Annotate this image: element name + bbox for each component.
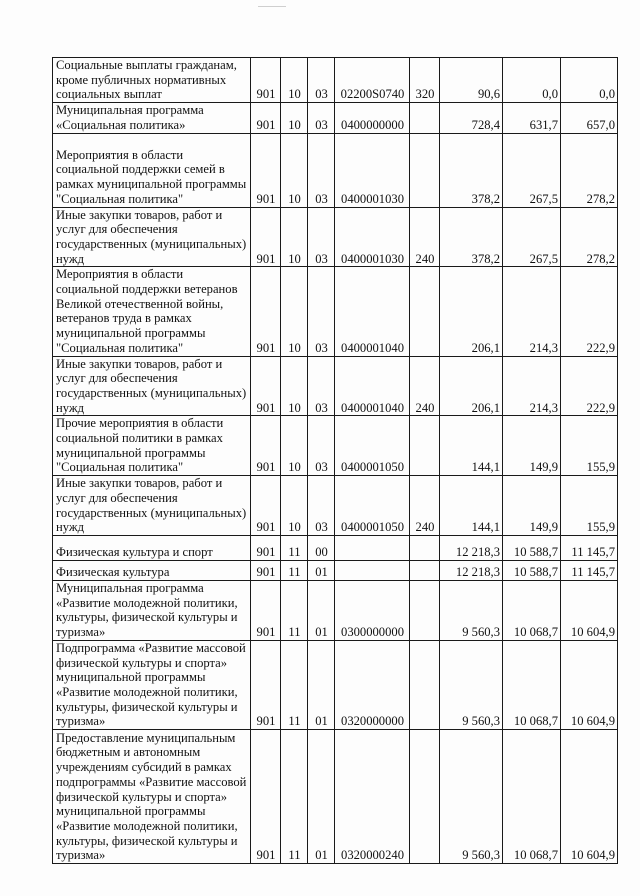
row-amount-year-1: 206,1: [440, 267, 503, 356]
row-name: Иные закупки товаров, работ и услуг для обеспечения государственных (муниципальных) нужд: [53, 207, 251, 267]
row-amount-year-3: 278,2: [561, 133, 618, 207]
row-expense-type-code: [410, 267, 440, 356]
row-target-article-code: 0400001050: [335, 476, 410, 536]
table-row: [53, 535, 618, 560]
row-subsection-code: 01: [308, 640, 335, 729]
table-row: [53, 476, 618, 536]
row-ved-code: 901: [251, 416, 281, 476]
row-target-article-code: 0400001030: [335, 133, 410, 207]
row-amount-year-1: 9 560,3: [440, 640, 503, 729]
row-section-code: 11: [281, 730, 308, 864]
row-amount-year-3: 0,0: [561, 58, 618, 103]
table-row: [53, 580, 618, 640]
table-row: [53, 730, 618, 864]
row-target-article-code: 0300000000: [335, 580, 410, 640]
table-row: [53, 133, 618, 207]
row-amount-year-3: 155,9: [561, 416, 618, 476]
row-subsection-code: 01: [308, 560, 335, 580]
row-subsection-code: 01: [308, 580, 335, 640]
row-section-code: 10: [281, 58, 308, 103]
row-section-code: 11: [281, 640, 308, 729]
row-amount-year-3: 11 145,7: [561, 535, 618, 560]
row-amount-year-2: 10 068,7: [503, 640, 561, 729]
row-ved-code: 901: [251, 267, 281, 356]
row-amount-year-2: 10 068,7: [503, 730, 561, 864]
row-name: Подпрограмма «Развитие массовой физической культуры и спорта» муниципальной программы «Развитие молодежной политики, культуры, физической культуры и туризма»: [53, 640, 251, 729]
row-expense-type-code: 240: [410, 207, 440, 267]
row-amount-year-3: 10 604,9: [561, 730, 618, 864]
row-target-article-code: [335, 535, 410, 560]
row-amount-year-1: 12 218,3: [440, 535, 503, 560]
table-row: [53, 640, 618, 729]
row-target-article-code: 02200S0740: [335, 58, 410, 103]
row-amount-year-1: 9 560,3: [440, 730, 503, 864]
table-row: [53, 103, 618, 133]
row-amount-year-1: 9 560,3: [440, 580, 503, 640]
row-section-code: 11: [281, 535, 308, 560]
row-amount-year-1: 144,1: [440, 476, 503, 536]
row-name: Муниципальная программа «Развитие молодежной политики, культуры, физической культуры и туризма»: [53, 580, 251, 640]
row-ved-code: 901: [251, 133, 281, 207]
row-amount-year-2: 10 068,7: [503, 580, 561, 640]
row-target-article-code: [335, 560, 410, 580]
row-name: Мероприятия в области социальной поддержки семей в рамках муниципальной программы "Социальная политика": [53, 133, 251, 207]
row-expense-type-code: [410, 640, 440, 729]
row-amount-year-1: 12 218,3: [440, 560, 503, 580]
row-section-code: 10: [281, 476, 308, 536]
table-row: [53, 416, 618, 476]
row-subsection-code: 03: [308, 267, 335, 356]
row-name: Физическая культура: [53, 560, 251, 580]
row-amount-year-3: 155,9: [561, 476, 618, 536]
row-ved-code: 901: [251, 476, 281, 536]
row-expense-type-code: [410, 730, 440, 864]
row-subsection-code: 03: [308, 476, 335, 536]
row-target-article-code: 0400001050: [335, 416, 410, 476]
table-row: [53, 58, 618, 103]
row-name: Физическая культура и спорт: [53, 535, 251, 560]
row-expense-type-code: 240: [410, 356, 440, 416]
row-amount-year-3: 657,0: [561, 103, 618, 133]
row-name: Мероприятия в области социальной поддержки ветеранов Великой отечественной войны, ветеранов труда в рамках муниципальной программы "Социальная политика": [53, 267, 251, 356]
row-amount-year-2: 267,5: [503, 207, 561, 267]
table-row: [53, 560, 618, 580]
table-row: [53, 207, 618, 267]
row-expense-type-code: [410, 535, 440, 560]
row-section-code: 10: [281, 103, 308, 133]
row-target-article-code: 0400000000: [335, 103, 410, 133]
row-amount-year-3: 11 145,7: [561, 560, 618, 580]
row-name: Предоставление муниципальным бюджетным и автономным учреждениям субсидий в рамках подпрограммы «Развитие массовой физической культуры и спорта» муниципальной программы «Развитие молодежной политики, культуры, физической культуры и туризма»: [53, 730, 251, 864]
row-amount-year-1: 144,1: [440, 416, 503, 476]
budget-table: [52, 57, 618, 864]
row-ved-code: 901: [251, 356, 281, 416]
row-amount-year-3: 222,9: [561, 267, 618, 356]
row-subsection-code: 01: [308, 730, 335, 864]
row-subsection-code: 03: [308, 103, 335, 133]
row-amount-year-2: 631,7: [503, 103, 561, 133]
row-subsection-code: 03: [308, 416, 335, 476]
row-subsection-code: 03: [308, 58, 335, 103]
row-target-article-code: 0320000240: [335, 730, 410, 864]
row-ved-code: 901: [251, 207, 281, 267]
row-target-article-code: 0400001040: [335, 267, 410, 356]
row-ved-code: 901: [251, 103, 281, 133]
row-amount-year-1: 728,4: [440, 103, 503, 133]
row-amount-year-2: 149,9: [503, 476, 561, 536]
row-amount-year-2: 214,3: [503, 356, 561, 416]
row-expense-type-code: [410, 560, 440, 580]
row-amount-year-1: 90,6: [440, 58, 503, 103]
row-amount-year-2: 10 588,7: [503, 535, 561, 560]
row-name: Иные закупки товаров, работ и услуг для обеспечения государственных (муниципальных) нужд: [53, 356, 251, 416]
row-section-code: 11: [281, 580, 308, 640]
row-subsection-code: 03: [308, 356, 335, 416]
row-target-article-code: 0320000000: [335, 640, 410, 729]
row-name: Социальные выплаты гражданам, кроме публичных нормативных социальных выплат: [53, 58, 251, 103]
row-amount-year-3: 10 604,9: [561, 640, 618, 729]
row-ved-code: 901: [251, 580, 281, 640]
row-amount-year-1: 206,1: [440, 356, 503, 416]
row-section-code: 10: [281, 133, 308, 207]
scan-artifact: [258, 6, 286, 7]
row-section-code: 11: [281, 560, 308, 580]
row-expense-type-code: [410, 580, 440, 640]
row-ved-code: 901: [251, 640, 281, 729]
row-ved-code: 901: [251, 58, 281, 103]
row-expense-type-code: 320: [410, 58, 440, 103]
budget-table-body: [53, 58, 618, 864]
row-amount-year-2: 10 588,7: [503, 560, 561, 580]
row-amount-year-2: 0,0: [503, 58, 561, 103]
row-expense-type-code: [410, 133, 440, 207]
row-name: Муниципальная программа «Социальная политика»: [53, 103, 251, 133]
row-expense-type-code: 240: [410, 476, 440, 536]
row-target-article-code: 0400001040: [335, 356, 410, 416]
row-amount-year-3: 222,9: [561, 356, 618, 416]
row-ved-code: 901: [251, 730, 281, 864]
row-section-code: 10: [281, 207, 308, 267]
row-ved-code: 901: [251, 560, 281, 580]
row-section-code: 10: [281, 356, 308, 416]
row-name: Иные закупки товаров, работ и услуг для обеспечения государственных (муниципальных) нужд: [53, 476, 251, 536]
row-section-code: 10: [281, 267, 308, 356]
row-expense-type-code: [410, 416, 440, 476]
row-amount-year-2: 214,3: [503, 267, 561, 356]
row-amount-year-1: 378,2: [440, 133, 503, 207]
row-name: Прочие мероприятия в области социальной политики в рамках муниципальной программы "Социальная политика": [53, 416, 251, 476]
row-subsection-code: 00: [308, 535, 335, 560]
row-amount-year-2: 149,9: [503, 416, 561, 476]
row-amount-year-2: 267,5: [503, 133, 561, 207]
row-amount-year-1: 378,2: [440, 207, 503, 267]
row-amount-year-3: 10 604,9: [561, 580, 618, 640]
row-target-article-code: 0400001030: [335, 207, 410, 267]
row-amount-year-3: 278,2: [561, 207, 618, 267]
row-subsection-code: 03: [308, 207, 335, 267]
row-expense-type-code: [410, 103, 440, 133]
table-row: [53, 356, 618, 416]
row-ved-code: 901: [251, 535, 281, 560]
row-section-code: 10: [281, 416, 308, 476]
row-subsection-code: 03: [308, 133, 335, 207]
table-row: [53, 267, 618, 356]
